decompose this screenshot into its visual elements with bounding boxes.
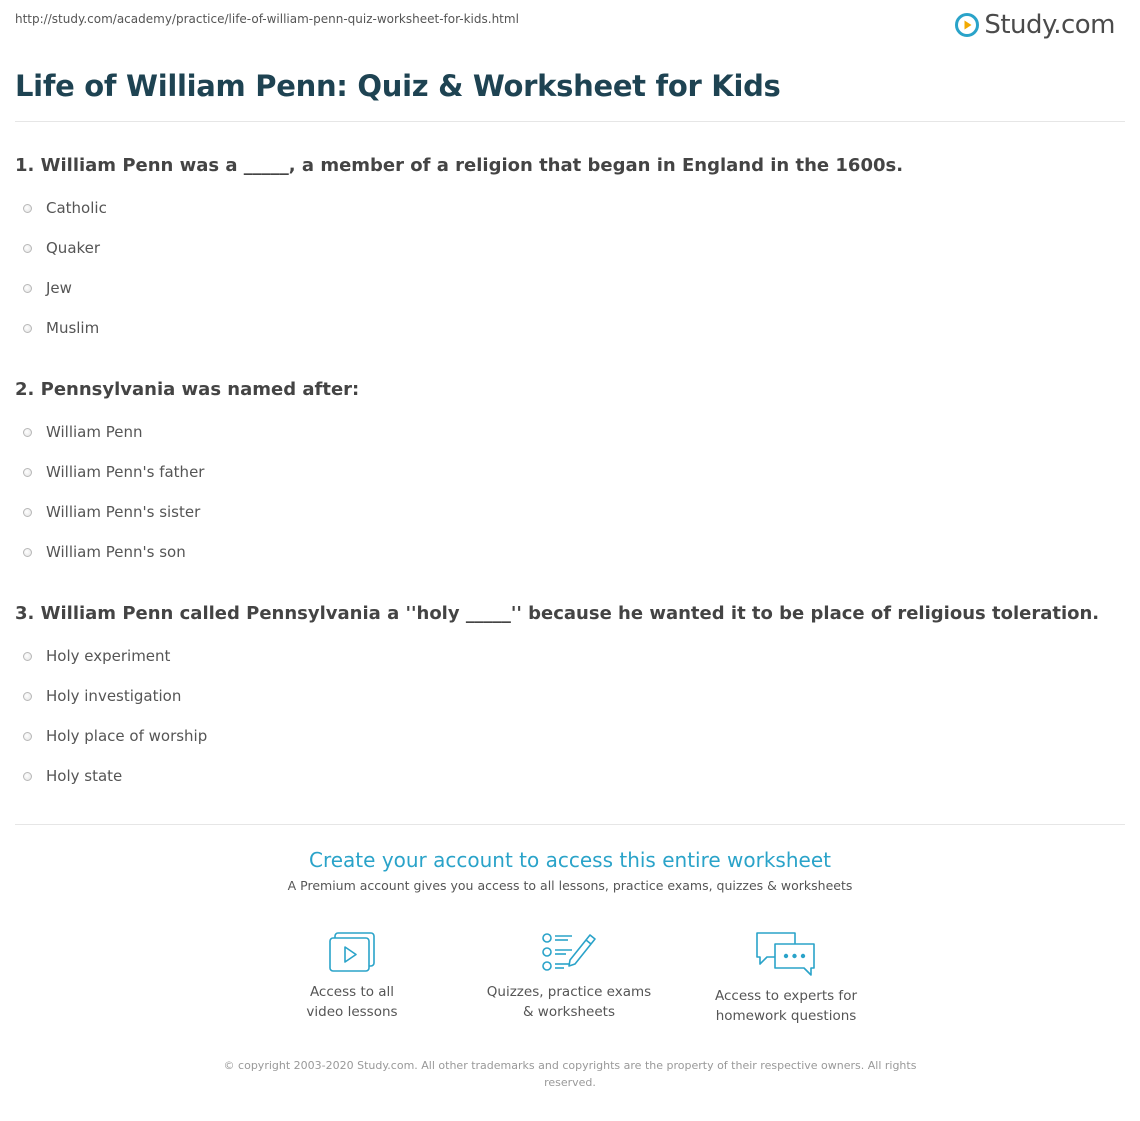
radio-button[interactable]	[23, 692, 32, 701]
question-2-option-1[interactable]	[23, 422, 143, 442]
video-lesson-icon	[326, 930, 378, 974]
page-url: http://study.com/academy/practice/life-of-william-penn-quiz-worksheet-for-kids.html	[15, 12, 519, 26]
play-circle-logo-icon	[955, 13, 979, 37]
radio-button[interactable]	[23, 652, 32, 661]
option-label: Holy place of worship	[46, 727, 208, 745]
option-label: Holy experiment	[46, 647, 171, 665]
worksheet-page	[15, 0, 1125, 1121]
question-2-option-2[interactable]	[23, 462, 204, 482]
question-2: 2. Pennsylvania was named after:	[15, 379, 360, 400]
radio-button[interactable]	[23, 732, 32, 741]
feature-line: Access to experts for	[714, 988, 857, 1004]
option-label: Holy investigation	[46, 687, 182, 705]
feature-line: Quizzes, practice exams	[486, 984, 652, 1000]
option-label: Jew	[46, 279, 72, 297]
copyright-notice	[215, 1057, 925, 1091]
radio-button[interactable]	[23, 284, 32, 293]
feature-line: Access to all	[309, 984, 395, 1000]
expert-chat-icon	[753, 930, 819, 978]
option-label: Holy state	[46, 767, 123, 785]
option-label: William Penn	[46, 423, 143, 441]
question-1: 1. William Penn was a _____, a member of a religion that began in England in the 1600s.	[15, 155, 904, 176]
create-account-link[interactable]: Create your account to access this entire worksheet	[309, 848, 831, 872]
logo-text: Study.com	[984, 10, 1115, 40]
study-logo[interactable]	[955, 8, 1115, 42]
feature-line: video lessons	[306, 1004, 398, 1020]
question-3-option-3[interactable]	[23, 726, 207, 746]
radio-button[interactable]	[23, 244, 32, 253]
option-label: William Penn's father	[46, 463, 205, 481]
question-1-option-4[interactable]	[23, 318, 99, 338]
option-label: Catholic	[46, 199, 107, 217]
radio-button[interactable]	[23, 204, 32, 213]
title-divider	[15, 121, 1125, 122]
option-label: William Penn's son	[46, 543, 186, 561]
question-3-option-1[interactable]	[23, 646, 170, 666]
quiz-checklist-icon	[540, 930, 598, 974]
radio-button[interactable]	[23, 508, 32, 517]
question-3: 3. William Penn called Pennsylvania a ''holy _____'' because he wanted it to be place of religious toleration.	[15, 603, 1100, 624]
radio-button[interactable]	[23, 548, 32, 557]
feature-video-lessons	[252, 930, 452, 1022]
feature-line: homework questions	[715, 1008, 857, 1024]
premium-description: A Premium account gives you access to all lessons, practice exams, quizzes & worksheets	[287, 878, 853, 893]
copyright-line: © copyright 2003-2020 Study.com. All other trademarks and copyrights are the property of their respective owners. All rights	[223, 1059, 917, 1072]
question-2-option-4[interactable]	[23, 542, 186, 562]
radio-button[interactable]	[23, 772, 32, 781]
option-label: Muslim	[46, 319, 100, 337]
question-2-option-3[interactable]	[23, 502, 200, 522]
question-1-option-1[interactable]	[23, 198, 107, 218]
option-label: William Penn's sister	[46, 503, 201, 521]
feature-text	[469, 982, 669, 1022]
feature-quizzes	[469, 930, 669, 1022]
option-label: Quaker	[46, 239, 101, 257]
page-title: Life of William Penn: Quiz & Worksheet for Kids	[15, 69, 781, 103]
feature-text	[252, 982, 452, 1022]
feature-experts	[686, 930, 886, 1026]
feature-line: & worksheets	[522, 1004, 615, 1020]
cta-divider	[15, 824, 1125, 825]
question-3-option-2[interactable]	[23, 686, 181, 706]
radio-button[interactable]	[23, 324, 32, 333]
feature-text	[686, 986, 886, 1026]
copyright-line: reserved.	[544, 1076, 596, 1089]
radio-button[interactable]	[23, 428, 32, 437]
question-3-option-4[interactable]	[23, 766, 122, 786]
question-1-option-2[interactable]	[23, 238, 100, 258]
radio-button[interactable]	[23, 468, 32, 477]
question-1-option-3[interactable]	[23, 278, 72, 298]
